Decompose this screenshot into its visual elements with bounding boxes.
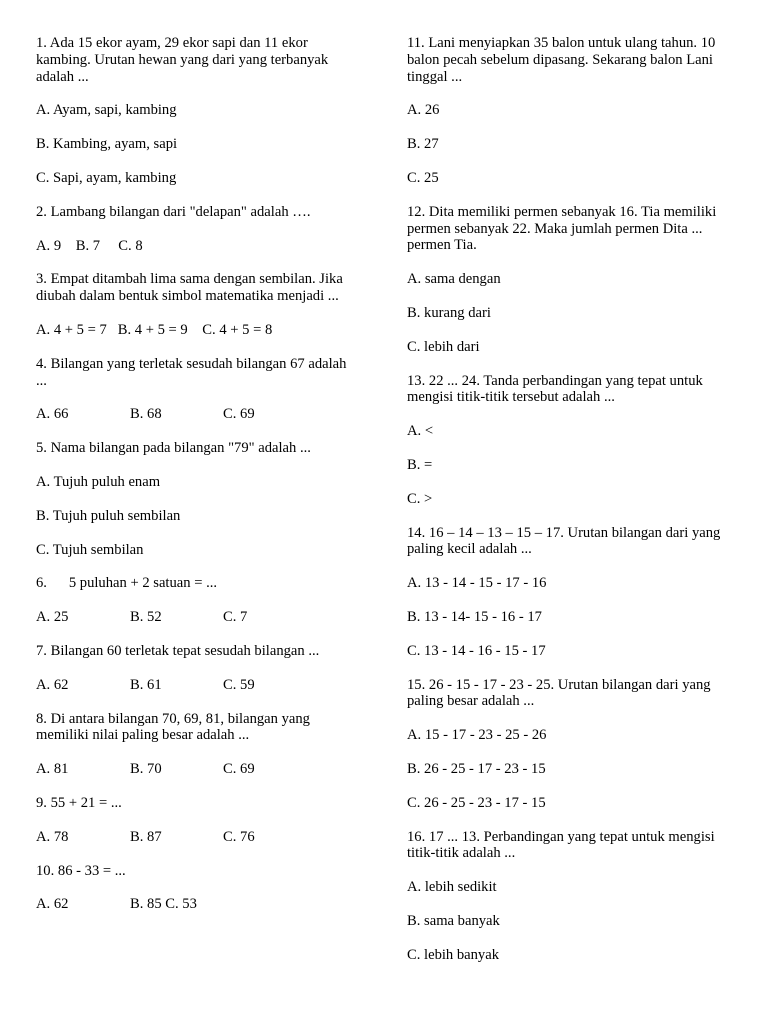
question-9: 9. 55 + 21 = ... xyxy=(36,794,122,811)
option-5c: C. Tujuh sembilan xyxy=(36,541,144,558)
options-10 xyxy=(36,896,348,913)
option-15b: B. 26 - 25 - 17 - 23 - 15 xyxy=(407,760,546,777)
option-5b: B. Tujuh puluh sembilan xyxy=(36,507,181,524)
question-7: 7. Bilangan 60 terletak tepat sesudah bilangan ... xyxy=(36,642,320,659)
question-12: 12. Dita memiliki permen sebanyak 16. Tia memiliki permen sebanyak 22. Maka jumlah permen Dita ... permen Tia. xyxy=(407,203,720,254)
option-14a: A. 13 - 14 - 15 - 17 - 16 xyxy=(407,575,547,592)
option-4a: A. 66 xyxy=(36,406,69,423)
option-12b: B. kurang dari xyxy=(407,304,491,321)
option-1b: B. Kambing, ayam, sapi xyxy=(36,136,178,153)
option-11c: C. 25 xyxy=(407,169,439,186)
question-11: 11. Lani menyiapkan 35 balon untuk ulang tahun. 10 balon pecah sebelum dipasang. Sekarang balon Lani tinggal ... xyxy=(407,35,719,85)
option-16c: C. lebih banyak xyxy=(407,946,500,963)
option-15a: A. 15 - 17 - 23 - 25 - 26 xyxy=(407,727,547,744)
options-7 xyxy=(36,677,348,694)
options-2: A. 9 B. 7 C. 8 xyxy=(36,237,143,254)
option-16a: A. lebih sedikit xyxy=(407,879,497,896)
option-10bc: B. 85 C. 53 xyxy=(130,896,197,913)
question-13: 13. 22 ... 24. Tanda perbandingan yang tepat untuk mengisi titik-titik tersebut adalah ... xyxy=(407,372,707,406)
question-10: 10. 86 - 33 = ... xyxy=(36,862,126,879)
options-8 xyxy=(36,761,348,778)
question-4: 4. Bilangan yang terletak sesudah bilangan 67 adalah ... xyxy=(36,355,351,389)
option-7b: B. 61 xyxy=(130,676,162,693)
question-16: 16. 17 ... 13. Perbandingan yang tepat untuk mengisi titik-titik adalah ... xyxy=(407,828,719,862)
options-9 xyxy=(36,829,348,846)
option-11b: B. 27 xyxy=(407,136,439,153)
option-1c: C. Sapi, ayam, kambing xyxy=(36,169,177,186)
question-6: 6. 5 puluhan + 2 satuan = ... xyxy=(36,575,218,592)
option-13c: C. > xyxy=(407,490,433,507)
question-1: 1. Ada 15 ekor ayam, 29 ekor sapi dan 11 ekor kambing. Urutan hewan yang dari yang terbanyak adalah ... xyxy=(36,35,332,85)
option-16b: B. sama banyak xyxy=(407,912,500,929)
option-14b: B. 13 - 14- 15 - 16 - 17 xyxy=(407,608,542,625)
option-6c: C. 7 xyxy=(223,609,248,626)
option-6b: B. 52 xyxy=(130,609,162,626)
option-1a: A. Ayam, sapi, kambing xyxy=(36,102,177,119)
option-8c: C. 69 xyxy=(223,761,255,778)
option-4b: B. 68 xyxy=(130,406,162,423)
option-6a: A. 25 xyxy=(36,609,69,626)
option-15c: C. 26 - 25 - 23 - 17 - 15 xyxy=(407,794,546,811)
option-9b: B. 87 xyxy=(130,828,162,845)
options-3: A. 4 + 5 = 7 B. 4 + 5 = 9 C. 4 + 5 = 8 xyxy=(36,321,273,338)
option-8a: A. 81 xyxy=(36,761,69,778)
question-2: 2. Lambang bilangan dari "delapan" adalah …. xyxy=(36,203,311,220)
option-13a: A. < xyxy=(407,423,434,440)
left-column xyxy=(36,35,351,930)
question-15: 15. 26 - 15 - 17 - 23 - 25. Urutan bilangan dari yang paling besar adalah ... xyxy=(407,676,715,710)
option-12a: A. sama dengan xyxy=(407,271,501,288)
option-4c: C. 69 xyxy=(223,406,255,423)
question-14: 14. 16 – 14 – 13 – 15 – 17. Urutan bilangan dari yang paling kecil adalah ... xyxy=(407,524,724,558)
option-11a: A. 26 xyxy=(407,102,440,119)
option-14c: C. 13 - 14 - 16 - 15 - 17 xyxy=(407,642,546,659)
question-8: 8. Di antara bilangan 70, 69, 81, bilangan yang memiliki nilai paling besar adalah ... xyxy=(36,710,314,744)
options-6 xyxy=(36,609,348,626)
option-9a: A. 78 xyxy=(36,828,69,845)
option-7a: A. 62 xyxy=(36,676,69,693)
question-5: 5. Nama bilangan pada bilangan "79" adalah ... xyxy=(36,440,311,457)
option-13b: B. = xyxy=(407,456,433,473)
options-4 xyxy=(36,406,348,423)
option-10a: A. 62 xyxy=(36,896,69,913)
option-5a: A. Tujuh puluh enam xyxy=(36,473,161,490)
question-3: 3. Empat ditambah lima sama dengan sembilan. Jika diubah dalam bentuk simbol matematika menjadi ... xyxy=(36,271,347,305)
option-7c: C. 59 xyxy=(223,676,255,693)
option-12c: C. lebih dari xyxy=(407,338,480,355)
option-9c: C. 76 xyxy=(223,828,255,845)
right-column xyxy=(407,35,733,981)
option-8b: B. 70 xyxy=(130,761,162,778)
